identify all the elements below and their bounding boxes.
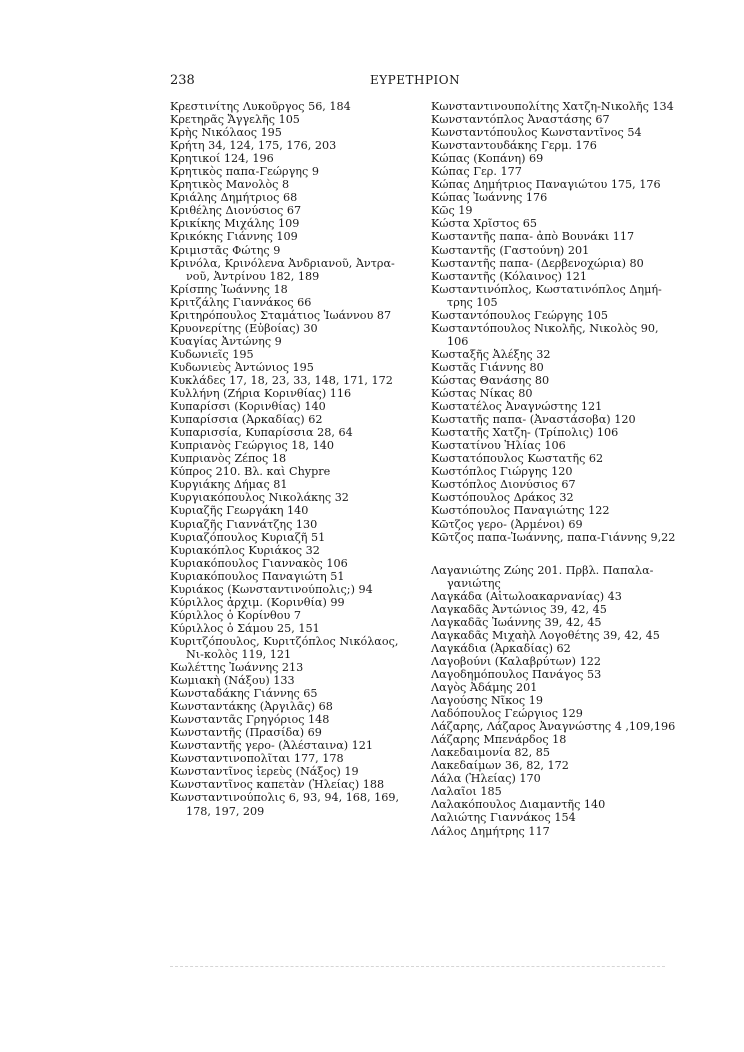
index-entry: Κωσταντόπουλος Νικολῆς, Νικολὸς 90, 106: [431, 321, 659, 348]
index-entry: Κρικίκης Μιχάλης 109: [170, 217, 300, 231]
index-entry: Κυριαζῆς Γιαννάτζης 130: [170, 517, 318, 531]
index-entry: Κώστας Θανάσης 80: [431, 373, 550, 387]
index-entry: Κρητικοί 124, 196: [170, 152, 274, 166]
page-header: ΕΥΡΕΤΗΡΙΟΝ: [370, 73, 461, 87]
index-column-right: [431, 100, 676, 838]
index-entry: Κρυονερίτης (Εὐβοίας) 30: [170, 321, 318, 335]
index-entry: Κριάλης Δημήτριος 68: [170, 191, 298, 205]
index-entry: Λαλακόπουλος Διαμαντῆς 140: [431, 798, 606, 812]
index-entry: Κωνσταντουδάκης Γερμ. 176: [431, 139, 597, 153]
index-entry: Κωνσταντῖνος ἱερεὺς (Νάξος) 19: [170, 765, 359, 779]
index-entry: Λακεδαιμονία 82, 85: [431, 746, 550, 760]
index-entry: Κρετηρᾶς Ἄγγελῆς 105: [170, 113, 300, 127]
index-entry: Λαγκαδᾶς Ἰωάννης 39, 42, 45: [431, 615, 602, 629]
index-entry: Κωνσταντινοπολῖται 177, 178: [170, 752, 344, 766]
index-entry: Κωνσταντᾶς Γρηγόριος 148: [170, 713, 330, 727]
index-entry: Κύριλλος ὁ Κορίνθου 7: [170, 608, 301, 622]
index-entry: Κωσταντῆς παπα- (Δερβενοχώρια) 80: [431, 256, 644, 270]
index-entry: Κυργιάκης Δήμας 81: [170, 478, 288, 492]
index-entry: Κρητικὸς παπα-Γεώργης 9: [170, 165, 319, 179]
index-entry: Κωστᾶς Γιάννης 80: [431, 360, 544, 374]
index-entry: Κωσταντῆς (Γαστούνη) 201: [431, 243, 590, 257]
index-entry: Κυπαρίσσια (Ἀρκαδίας) 62: [170, 413, 323, 427]
index-entry: Λαγκαδᾶς Ἀντώνιος 39, 42, 45: [431, 602, 607, 616]
index-entry: Λάλα (Ἠλείας) 170: [431, 772, 541, 786]
index-entry: Κωνσταντάκης (Ἀργιλᾶς) 68: [170, 700, 333, 714]
index-entry: Κωνσταντινούπολις 6, 93, 94, 168, 169, 178, 197, 209: [170, 791, 400, 818]
index-entry: Κωμιακὴ (Νάξου) 133: [170, 674, 295, 688]
index-entry: Κώπας Γερ. 177: [431, 165, 522, 179]
index-entry: Κωνσταντῆς γερο- (Ἀλέσταινα) 121: [170, 739, 374, 753]
index-entry: Κρητικὸς Μανολὸς 8: [170, 178, 290, 192]
index-entry: Κυργιακόπουλος Νικολάκης 32: [170, 491, 349, 505]
index-entry: Κωσταντῆς παπα- ἀπὸ Βουνάκι 117: [431, 230, 635, 244]
index-entry: Κωνσταντόπουλος Κωνσταντῖνος 54: [431, 126, 642, 140]
index-entry: Κωνσταντῆς (Πρασίδα) 69: [170, 726, 322, 740]
index-entry: Κωστατόπουλος Κωστατῆς 62: [431, 452, 604, 466]
index-entry: Κύπρος 210. Βλ. καὶ Chypre: [170, 465, 331, 479]
index-entry: Λαλιώτης Γιαννάκος 154: [431, 811, 576, 825]
index-entry: Λαλαῖοι 185: [431, 785, 502, 799]
index-entry: Κυπαρισσία, Κυπαρίσσια 28, 64: [170, 426, 353, 440]
index-entry: Λαγὸς Ἀδάμης 201: [431, 681, 538, 695]
index-entry: Κωνσταντινουπολίτης Χατζη-Νικολῆς 134: [431, 100, 674, 113]
index-entry: Λαγκαδᾶς Μιχαὴλ Λογοθέτης 39, 42, 45: [431, 628, 660, 642]
index-entry: Λαδόπουλος Γεώργιος 129: [431, 707, 583, 721]
index-entry: Κωστόπουλος Παναγιώτης 122: [431, 504, 610, 518]
index-entry: Κυριακόπουλος Γιαννακὸς 106: [170, 556, 348, 570]
index-entry: Κωσταξῆς Ἀλέξης 32: [431, 347, 551, 361]
index-entry: Κωλέττης Ἰωάννης 213: [170, 661, 304, 675]
footer-rule: [170, 966, 665, 967]
section-gap: [431, 544, 665, 564]
index-entry: Κωσταντόπουλος Γεώργης 105: [431, 308, 608, 322]
index-entry: Κωνσταντόπλος Ἀναστάσης 67: [431, 113, 610, 127]
index-entry: Κῶτζος γερο- (Ἀρμένοι) 69: [431, 517, 583, 531]
index-entry: Κώπας Ἰωάννης 176: [431, 191, 548, 205]
index-entry: Κριμιστᾶς Φώτης 9: [170, 243, 281, 257]
index-entry: Κῶτζος παπα-Ἰωάννης, παπα-Γιάννης 9,22: [431, 530, 676, 544]
index-entry: Κρεστινίτης Λυκοῦργος 56, 184: [170, 100, 351, 113]
index-entry: Λακεδαίμων 36, 82, 172: [431, 759, 569, 773]
index-entry: Κυριαζόπουλος Κυριαζῆ 51: [170, 530, 326, 544]
index-entry: Λαγούσης Νῖκος 19: [431, 694, 543, 708]
index-column-left: [170, 100, 402, 818]
index-entry: Κυριακόπλος Κυριάκος 32: [170, 543, 320, 557]
index-entry: Λάζαρης Μπενάρδος 18: [431, 733, 567, 747]
index-entry: Κωστατῆς παπα- (Ἀναστάσοβα) 120: [431, 413, 636, 427]
index-entry: Λαγοδημόπουλος Πανάγος 53: [431, 667, 602, 681]
index-entry: Κωστόπλος Διονύσιος 67: [431, 478, 576, 492]
index-entry: Κυριάκος (Κωνσταντινούπολις;) 94: [170, 582, 373, 596]
index-entry: Κυριακόπουλος Παναγιώτη 51: [170, 569, 345, 583]
index-entry: Κύριλλος ὁ Σάμου 25, 151: [170, 621, 320, 635]
index-entry: Κωστατῆς Χατζη- (Τρίπολις) 106: [431, 426, 619, 440]
index-entry: Κρίσπης Ἰωάννης 18: [170, 282, 288, 296]
index-entry: Κώπας (Κοπάνη) 69: [431, 152, 544, 166]
index-entry: Κυριαζῆς Γεωργάκη 140: [170, 504, 309, 518]
index-entry: Κώστας Νίκας 80: [431, 387, 533, 401]
index-entry: Λάζαρης, Λάζαρος Ἀναγνώστης 4 ,109,196: [431, 720, 676, 734]
index-entry: Κυπριανὸς Γεώργιος 18, 140: [170, 439, 334, 453]
index-entry: Κωσταντινόπλος, Κωστατινόπλος Δημή-τρης 105: [431, 282, 662, 309]
index-entry: Κωσταντῆς (Κόλαινος) 121: [431, 269, 587, 283]
index-entry: Κυλλήνη (Ζήρια Κορινθίας) 116: [170, 387, 352, 401]
index-entry: Κυπριανὸς Ζέπος 18: [170, 452, 287, 466]
index-entry: Κυπαρίσσι (Κορινθίας) 140: [170, 400, 326, 414]
index-entry: Κρήτη 34, 124, 175, 176, 203: [170, 139, 337, 153]
index-entry: Κυδωνιεὺς Ἀντώνιος 195: [170, 360, 314, 374]
index-entry: Λαγκάδα (Αἰτωλοακαρνανίας) 43: [431, 589, 622, 603]
index-entry: Κώπας Δημήτριος Παναγιώτου 175, 176: [431, 178, 661, 192]
index-entry: Λάλος Δημήτρης 117: [431, 824, 550, 838]
index-entry: Κρικόκης Γιάννης 109: [170, 230, 298, 244]
index-entry: Κριτηρόπουλος Σταμάτιος Ἰωάννου 87: [170, 308, 392, 322]
index-entry: Κῶς 19: [431, 204, 473, 218]
index-entry: Κωστατίνου Ἠλίας 106: [431, 439, 566, 453]
index-entry: Κώστα Χρῖστος 65: [431, 217, 537, 231]
index-entry: Κωστόπουλος Δράκος 32: [431, 491, 574, 505]
index-entry: Κύριλλος ἀρχιμ. (Κορινθία) 99: [170, 595, 345, 609]
index-entry: Κωστόπλος Γιώργης 120: [431, 465, 573, 479]
index-entry: Κυαγίας Ἀντώνης 9: [170, 334, 282, 348]
index-entry: Κυριτζόπουλος, Κυριτζόπλος Νικόλαος, Νι-κολὸς 119, 121: [170, 634, 399, 661]
index-entry: Λαγοβούνι (Καλαβρύτων) 122: [431, 654, 601, 668]
page-number: 238: [170, 73, 195, 88]
index-entry: Λαγανιώτης Ζώης 201. Πρβλ. Παπαλα-γανιώτης: [431, 563, 654, 590]
index-entry: Κρὴς Νικόλαος 195: [170, 126, 282, 140]
index-entry: Κωστατέλος Ἀναγνώστης 121: [431, 400, 603, 414]
index-entry: Κρινόλα, Κρινόλενα Ἀνδριανοῦ, Ἀντρα-νοῦ, Ἀντρίνου 182, 189: [170, 256, 395, 283]
index-entry: Κριθέλης Διονύσιος 67: [170, 204, 302, 218]
index-entry: Λαγκάδια (Ἀρκαδίας) 62: [431, 641, 571, 655]
index-entry: Κωνσταντῖνος καπετὰν (Ἠλείας) 188: [170, 778, 385, 792]
index-entry: Κυδωνιεῖς 195: [170, 347, 254, 361]
index-entry: Κριτζάλης Γιαννάκος 66: [170, 295, 312, 309]
index-entry: Κυκλάδες 17, 18, 23, 33, 148, 171, 172: [170, 373, 393, 387]
index-entry: Κωνσταδάκης Γιάννης 65: [170, 687, 318, 701]
